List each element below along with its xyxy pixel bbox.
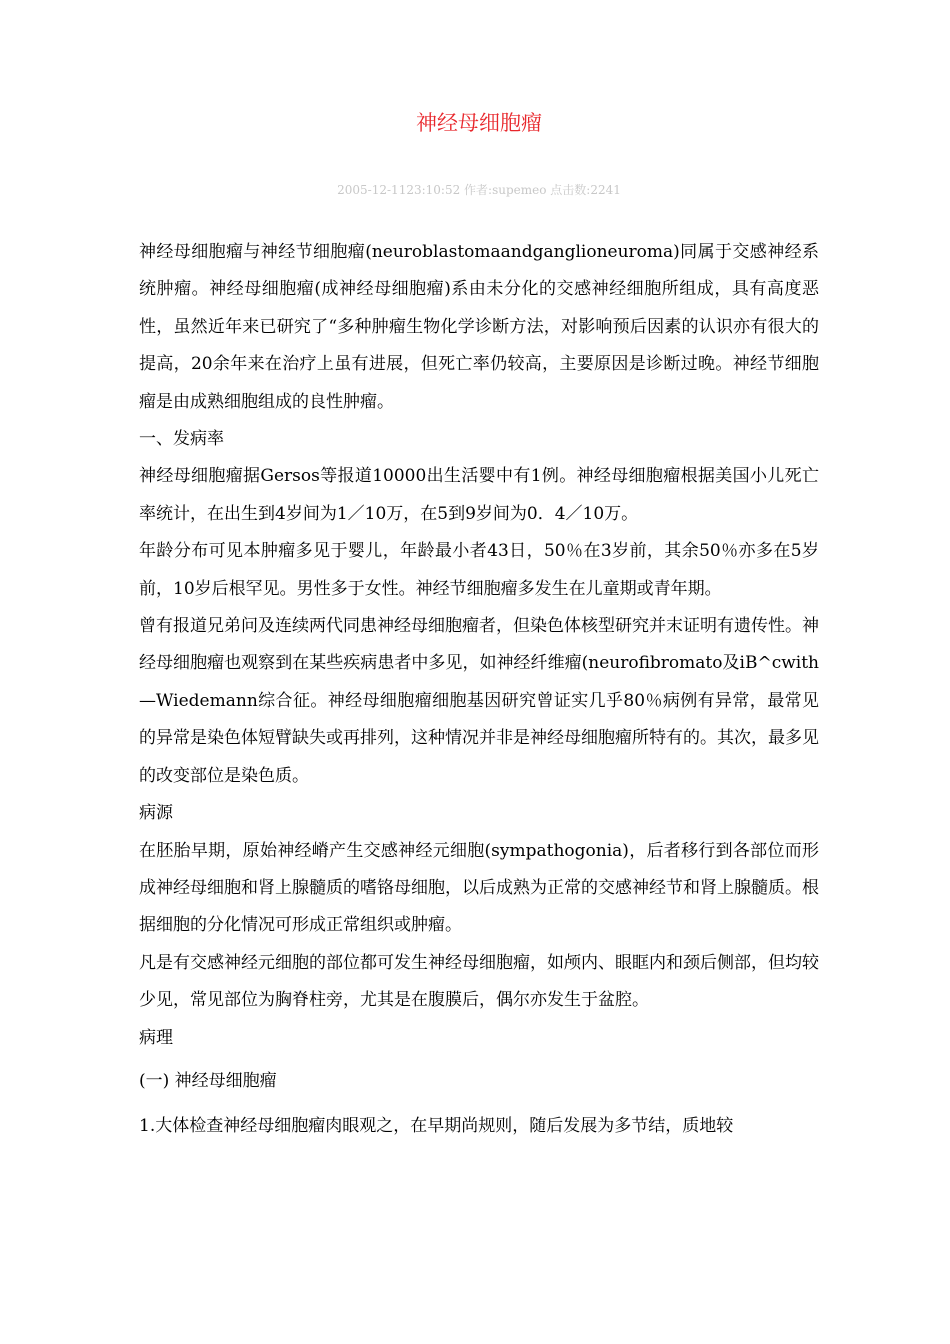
- paragraph-sites: 凡是有交感神经元细胞的部位都可发生神经母细胞瘤，如颅内、眼眶内和颈后侧部，但均较少见，常见部位为胸脊柱旁，尤其是在腹膜后，偶尔亦发生于盆腔。: [139, 952, 819, 1011]
- heading-etiology: 病源: [139, 803, 173, 824]
- paragraph-etiology: 在胚胎早期，原始神经嵴产生交感神经元细胞(sympathogonia)，后者移行到各部位而形成神经母细胞和肾上腺髓质的嗜铬母细胞，以后成熟为正常的交感神经节和肾上腺髓质。根据细胞的分化情况可形成正常组织或肿瘤。: [139, 840, 819, 936]
- article-meta: 2005-12-1123:10:52 作者:supemeo 点击数:2241: [337, 183, 621, 197]
- paragraph-intro: 神经母细胞瘤与神经节细胞瘤(neuroblastomaandganglioneuroma)同属于交感神经系统肿瘤。神经母细胞瘤(成神经母细胞瘤)系由未分化的交感神经细胞所组成，具有高度恶性，虽然近年来已研究了“多种肿瘤生物化学诊断方法，对影响预后因素的认识亦有很大的提高，20余年来在治疗上虽有进展，但死亡率仍较高，主要原因是诊断过晚。神经节细胞瘤是由成熟细胞组成的良性肿瘤。: [139, 242, 819, 412]
- document-title: 神经母细胞瘤: [416, 111, 542, 135]
- heading-incidence: 一、发病率: [139, 429, 224, 450]
- paragraph-heredity: 曾有报道兄弟问及连续两代同患神经母细胞瘤者，但染色体核型研究并末证明有遗传性。神经母细胞瘤也观察到在某些疾病患者中多见，如神经纤维瘤(neurofibromato及iB^cwith—Wiedemann综合征。神经母细胞瘤细胞基因研究曾证实几乎80％病例有异常，最常见的异常是染色体短臂缺失或再排列，这种情况并非是神经母细胞瘤所特有的。其次，最多见的改变部位是染色质。: [139, 616, 819, 786]
- heading-pathology: 病理: [139, 1027, 173, 1048]
- paragraph-incidence: 神经母细胞瘤据Gersos等报道10000出生活婴中有1例。神经母细胞瘤根据美国小儿死亡率统计，在出生到4岁间为1／10万，在5到9岁间为0．4／10万。: [139, 466, 819, 524]
- article-body: [139, 234, 819, 1146]
- paragraph-age-distribution: 年龄分布可见本肿瘤多见于婴儿，年龄最小者43日，50％在3岁前，其余50％亦多在5岁前，10岁后根罕见。男性多于女性。神经节细胞瘤多发生在儿童期或青年期。: [139, 541, 819, 599]
- subheading-neuroblastoma: (一) 神经母细胞瘤: [139, 1070, 277, 1091]
- paragraph-gross-exam: 1.大体检查神经母细胞瘤肉眼观之，在早期尚规则，随后发展为多节结，质地较: [139, 1116, 734, 1137]
